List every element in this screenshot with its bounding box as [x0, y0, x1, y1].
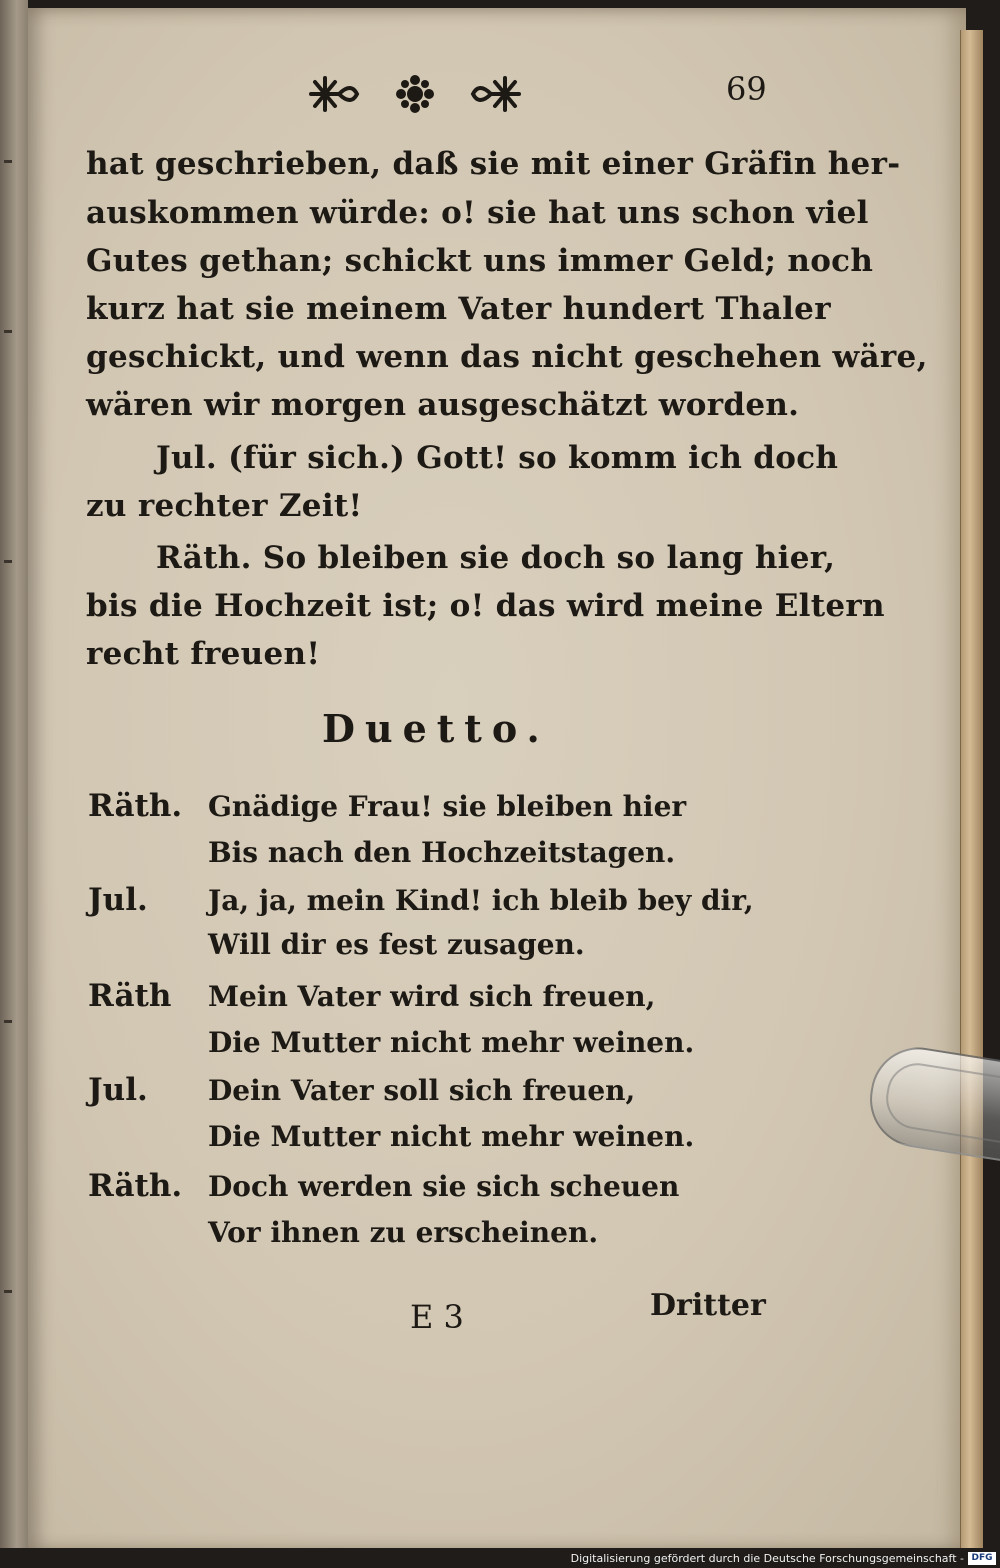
prose-line: Jul. (für sich.) Gott! so komm ich doch — [156, 440, 839, 476]
prose-line: bis die Hochzeit ist; o! das wird meine Eltern — [86, 588, 885, 624]
speaker-label: Räth. — [88, 788, 183, 824]
prose-line: geschickt, und wenn das nicht geschehen wäre, — [86, 339, 928, 375]
digitization-credit: Digitalisierung gefördert durch die Deutsche Forschungsgemeinschaft - — [570, 1552, 964, 1565]
speaker-label: Räth — [88, 978, 172, 1014]
catchword: Dritter — [650, 1288, 766, 1323]
left-page-edge — [0, 0, 28, 1568]
page-clip-loop — [882, 1059, 1000, 1144]
speaker-label: Räth. — [88, 1168, 183, 1204]
margin-mark — [4, 560, 12, 563]
prose-line: hat geschrieben, daß sie mit einer Gräfin her- — [86, 146, 901, 182]
margin-mark — [4, 160, 12, 163]
verse-line: Ja, ja, mein Kind! ich bleib bey dir, — [208, 884, 754, 917]
margin-mark — [4, 330, 12, 333]
prose-line: Räth. So bleiben sie doch so lang hier, — [156, 540, 836, 576]
prose-line: recht freuen! — [86, 636, 321, 672]
book-page — [28, 8, 966, 1552]
verse-line: Vor ihnen zu erscheinen. — [208, 1216, 599, 1249]
verse-line: Bis nach den Hochzeitstagen. — [208, 836, 676, 869]
verse-line: Mein Vater wird sich freuen, — [208, 980, 656, 1013]
margin-mark — [4, 1290, 12, 1293]
dfg-logo: DFG — [968, 1552, 996, 1565]
prose-line: wären wir morgen ausgeschätzt worden. — [86, 387, 800, 423]
verse-line: Doch werden sie sich scheuen — [208, 1170, 680, 1203]
prose-line: Gutes gethan; schickt uns immer Geld; noch — [86, 243, 874, 279]
verse-line: Die Mutter nicht mehr weinen. — [208, 1026, 695, 1059]
prose-line: auskommen würde: o! sie hat uns schon viel — [86, 195, 869, 231]
verse-line: Dein Vater soll sich freuen, — [208, 1074, 636, 1107]
margin-mark — [4, 1020, 12, 1023]
duet-heading: Duetto. — [322, 706, 550, 751]
speaker-label: Jul. — [88, 1072, 148, 1108]
page-edge-stack — [960, 30, 983, 1550]
prose-line: zu rechter Zeit! — [86, 488, 363, 524]
page-number: 69 — [726, 70, 767, 108]
printer-ornament-icon — [305, 72, 525, 116]
verse-line: Die Mutter nicht mehr weinen. — [208, 1120, 695, 1153]
signature-mark: E 3 — [410, 1298, 464, 1336]
verse-line: Will dir es fest zusagen. — [208, 928, 585, 961]
speaker-label: Jul. — [88, 882, 148, 918]
prose-line: kurz hat sie meinem Vater hundert Thaler — [86, 291, 831, 327]
verse-line: Gnädige Frau! sie bleiben hier — [208, 790, 687, 823]
